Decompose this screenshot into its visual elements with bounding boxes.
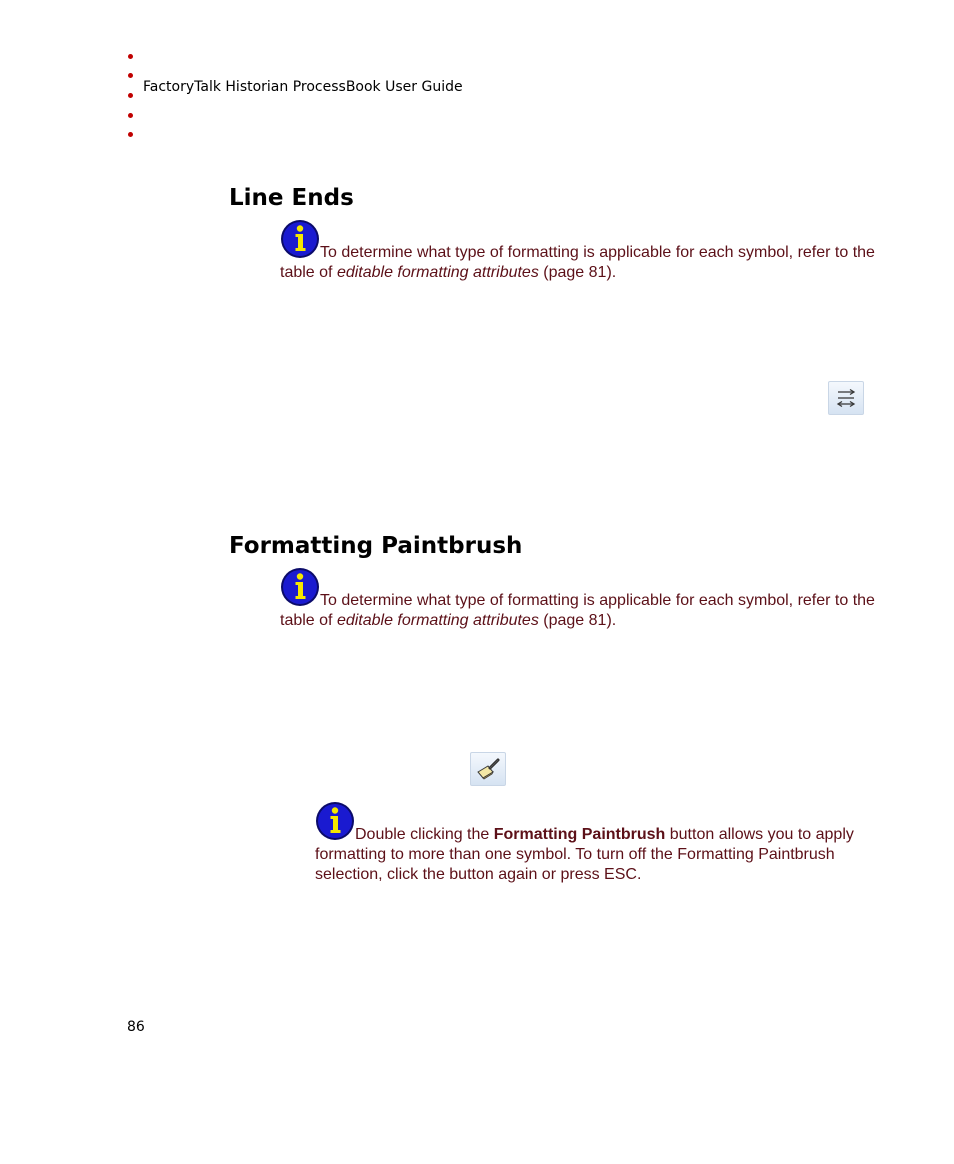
page-number: 86 [127,1019,145,1035]
line-ends-icon [829,382,863,414]
tip-note [315,801,885,885]
document-title: FactoryTalk Historian ProcessBook User Guide [143,79,463,95]
info-note [280,567,880,631]
cross-reference-link[interactable]: editable formatting attributes [336,264,539,281]
info-icon [280,567,320,607]
note-text: (page 81). [538,612,617,629]
header-bullet [128,132,133,137]
header-bullet [128,54,133,59]
paintbrush-icon [471,753,505,785]
header-bullet [128,73,133,78]
tip-text: Double clicking the [355,826,494,843]
note-text: To determine what type of formatting is applicable for each symbol, refer to the table of [280,244,875,281]
header-bullet [128,93,133,98]
line-ends-button[interactable] [828,381,864,415]
tip-bold-text: Formatting Paintbrush [493,826,666,843]
section-heading-formatting-paintbrush: Formatting Paintbrush [229,533,523,559]
formatting-paintbrush-button[interactable] [470,752,506,786]
note-text: (page 81). [538,264,617,281]
tip-text: button allows you to apply formatting to more than one symbol. To turn off the Formatting Paintbrush selection, click the button again or press ESC. [315,826,854,883]
section-heading-line-ends: Line Ends [229,185,354,211]
info-icon [315,801,355,841]
header-bullet [128,113,133,118]
note-text: To determine what type of formatting is applicable for each symbol, refer to the table of [280,592,875,629]
cross-reference-link[interactable]: editable formatting attributes [336,612,539,629]
info-note [280,219,880,283]
info-icon [280,219,320,259]
